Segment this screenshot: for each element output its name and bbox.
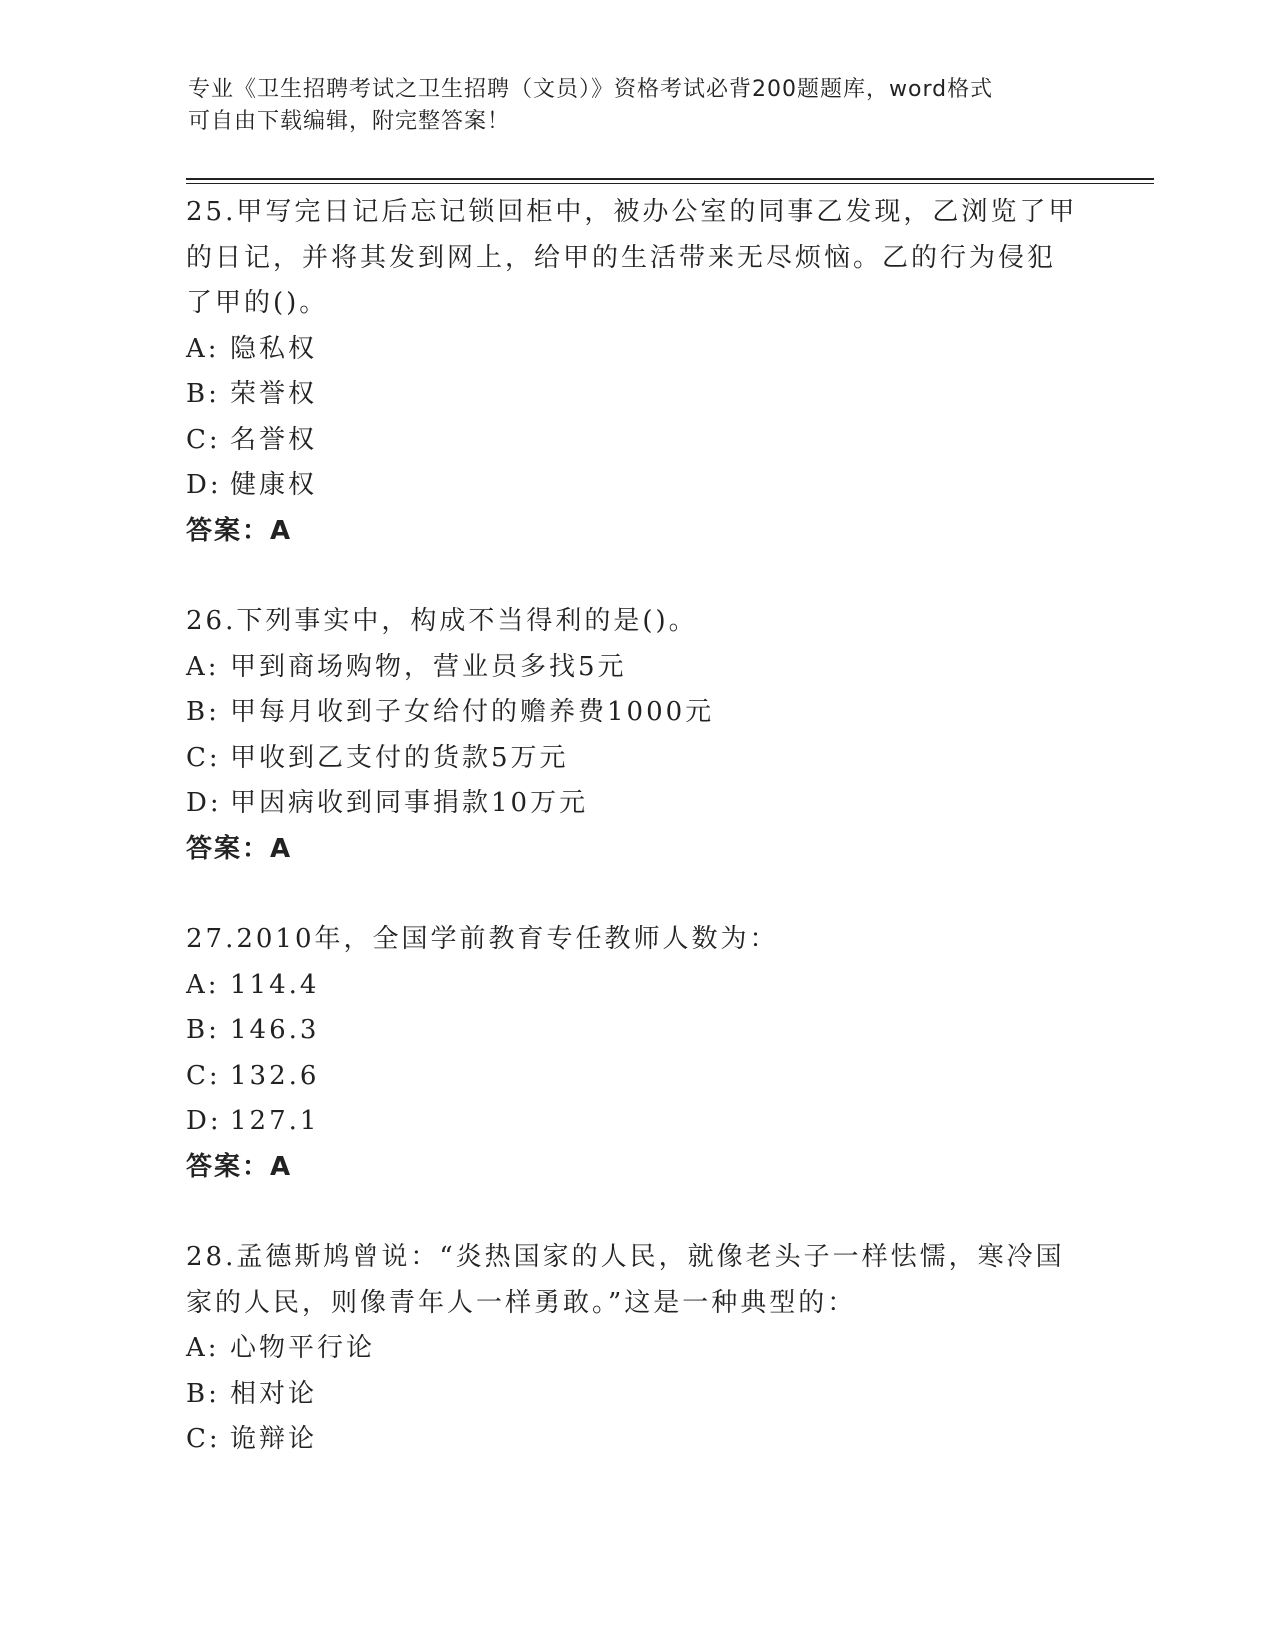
- option-c: C: 甲收到乙支付的货款5万元: [186, 742, 569, 773]
- question-27: [186, 917, 1086, 1190]
- answer-label: 答案：A: [186, 515, 293, 546]
- question-stem-line: 28.孟德斯鸠曾说：“炎热国家的人民，就像老头子一样怯懦，寒冷国: [186, 1242, 1065, 1272]
- header-line-1: 专业《卫生招聘考试之卫生招聘（文员）》资格考试必背200题题库，word格式: [188, 77, 994, 102]
- question-25: [186, 190, 1086, 554]
- question-stem-line: 家的人民，则像青年人一样勇敢。”这是一种典型的：: [186, 1287, 857, 1318]
- question-stem-line: 25.甲写完日记后忘记锁回柜中，被办公室的同事乙发现，乙浏览了甲: [186, 197, 1078, 227]
- option-b: B: 甲每月收到子女给付的赡养费1000元: [186, 697, 715, 727]
- question-stem-line: 了甲的()。: [186, 288, 329, 318]
- answer-label: 答案：A: [186, 1151, 293, 1182]
- option-a: A: 心物平行论: [186, 1333, 376, 1363]
- option-b: B: 146.3: [186, 1015, 320, 1045]
- option-a: A: 隐私权: [186, 333, 318, 364]
- option-b: B: 相对论: [186, 1378, 318, 1409]
- option-c: C: 132.6: [186, 1060, 320, 1091]
- header-divider-thick: [186, 178, 1154, 180]
- option-c: C: 名誉权: [186, 424, 318, 455]
- question-stem-line: 26.下列事实中，构成不当得利的是()。: [186, 606, 698, 636]
- question-26: [186, 599, 1086, 872]
- option-c: C: 诡辩论: [186, 1424, 318, 1454]
- header-line-2: 可自由下载编辑，附完整答案！: [188, 109, 511, 134]
- document-header: [188, 74, 1088, 138]
- question-stem-line: 的日记，并将其发到网上，给甲的生活带来无尽烦恼。乙的行为侵犯: [186, 242, 1057, 273]
- question-28: [186, 1235, 1086, 1463]
- option-d: D: 健康权: [186, 470, 318, 500]
- header-divider-thin: [186, 183, 1154, 184]
- question-list: [186, 190, 1086, 1463]
- option-a: A: 甲到商场购物，营业员多找5元: [186, 651, 627, 682]
- question-stem-line: 27.2010年，全国学前教育专任教师人数为：: [186, 924, 779, 954]
- option-a: A: 114.4: [186, 969, 320, 1000]
- option-b: B: 荣誉权: [186, 379, 318, 409]
- answer-label: 答案：A: [186, 833, 293, 864]
- option-d: D: 127.1: [186, 1106, 320, 1136]
- option-d: D: 甲因病收到同事捐款10万元: [186, 788, 589, 818]
